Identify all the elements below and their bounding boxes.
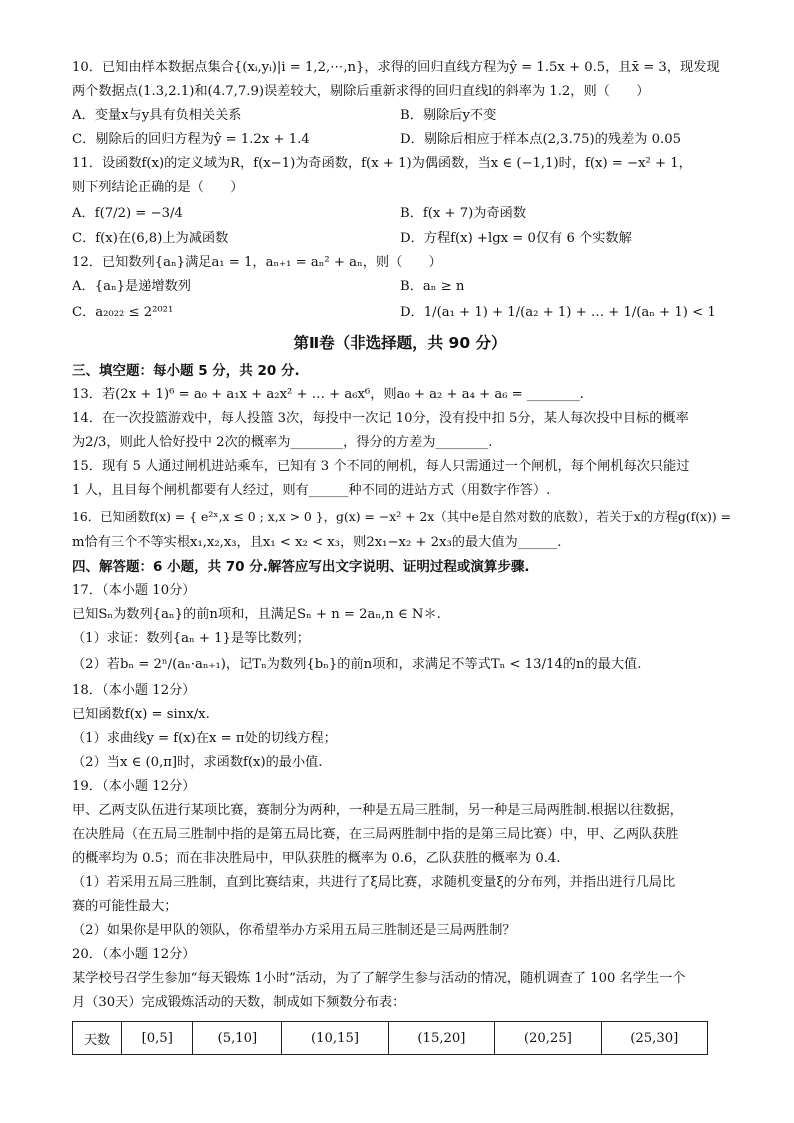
question-19: [72, 775, 728, 943]
question-15-cont: 1 人，且目每个闸机都要有人经过，则有______种不同的进站方式（用数字作答）.: [72, 483, 551, 498]
question-header: 17．（本小题 10分）: [72, 583, 196, 598]
question-text: 两个数据点(1.3,2.1)和(4.7,7.9)误差较大，剔除后重新求得的回归直线l的斜率为 1.2，则（ ）: [72, 84, 650, 99]
option-c: C．a₂₀₂₂ ≤ 2²⁰²¹: [72, 305, 174, 320]
sub-question: （2）若bₙ = 2ⁿ/(aₙ·aₙ₊₁)，记Tₙ为数列{bₙ}的前n项和，求满足不等式Tₙ < 13/14的n的最大值.: [72, 657, 642, 672]
table-cell: (5,10]: [193, 1022, 282, 1055]
question-text: 在决胜局（在五局三胜制中指的是第五局比赛，在三局两胜制中指的是第三局比赛）中，甲、乙两队获胜: [72, 827, 679, 842]
sub-question: （1）求曲线y = f(x)在x = π处的切线方程；: [72, 731, 337, 746]
question-12: [72, 251, 728, 327]
options-row: [72, 200, 728, 227]
question-text: 12．已知数列{aₙ}满足a₁ = 1，aₙ₊₁ = aₙ² + aₙ，则（ ）: [72, 255, 442, 270]
options-row: [72, 299, 728, 327]
question-17: [72, 579, 728, 679]
table-header-cell: 天数: [73, 1022, 122, 1055]
question-text: 已知Sₙ为数列{aₙ}的前n项和，且满足Sₙ + n = 2aₙ,n ∈ N＊.: [72, 607, 441, 622]
question-18: [72, 679, 728, 775]
volume-title: 第Ⅱ卷（非选择题，共 90 分）: [293, 334, 507, 352]
question-text: 某学校号召学生参加“每天锻炼 1小时”活动，为了了解学生参与活动的情况，随机调查了 100 名学生一个: [72, 971, 686, 986]
question-20: [72, 943, 728, 1055]
question-16: 16．已知函数f(x) = { e²ˣ,x ≤ 0 ; x,x > 0 }，g(x) = −x² + 2x（其中e是自然对数的底数），若关于x的方程g(f(x)) =: [72, 509, 732, 524]
option-d: D．1/(a₁ + 1) + 1/(a₂ + 1) + … + 1/(aₙ + 1) < 1: [400, 305, 716, 320]
question-header: 20．（本小题 12分）: [72, 947, 196, 962]
question-14-cont: 为2/3，则此人恰好投中 2次的概率为________，得分的方差为________.: [72, 435, 493, 450]
table-cell: (20,25]: [495, 1022, 601, 1055]
options-row: [72, 104, 728, 128]
exam-page: [72, 56, 732, 1055]
question-11: [72, 152, 728, 251]
sub-question-cont: 赛的可能性最大；: [72, 899, 178, 914]
sub-question: （2）当x ∈ (0,π]时，求函数f(x)的最小值.: [72, 755, 323, 770]
option-d: D．剔除后相应于样本点(2,3.75)的残差为 0.05: [400, 132, 681, 147]
question-14: 14．在一次投篮游戏中，每人投篮 3次，每投中一次记 10分，没有投中扣 5分，某人每次投中目标的概率: [72, 411, 689, 426]
sub-question: （1）求证：数列{aₙ + 1}是等比数列；: [72, 631, 310, 646]
question-header: 18．（本小题 12分）: [72, 683, 196, 698]
question-13: 13．若(2x + 1)⁶ = a₀ + a₁x + a₂x² + … + a₆x⁶，则a₀ + a₂ + a₄ + a₆ = ________.: [72, 387, 584, 402]
question-text: 的概率均为 0.5；而在非决胜局中，甲队获胜的概率为 0.6，乙队获胜的概率为 0.4.: [72, 851, 561, 866]
option-b: B．aₙ ≥ n: [400, 279, 465, 294]
option-d: D．方程f(x) +lgx = 0仅有 6 个实数解: [400, 231, 632, 246]
question-10: [72, 56, 728, 152]
option-b: B．剔除后y不变: [400, 108, 497, 123]
option-c: C．f(x)在(6,8)上为减函数: [72, 231, 229, 246]
question-text: 则下列结论正确的是（ ）: [72, 180, 244, 195]
sub-question: （2）如果你是甲队的领队，你希望举办方采用五局三胜制还是三局两胜制？: [72, 923, 516, 938]
question-text: 10．已知由样本数据点集合{(xᵢ,yᵢ)|i = 1,2,⋯,n}，求得的回归直线方程为ŷ = 1.5x + 0.5，且x̄ = 3，现发现: [72, 60, 720, 75]
option-c: C．剔除后的回归方程为ŷ = 1.2x + 1.4: [72, 132, 310, 147]
question-text: 月（30天）完成锻炼活动的天数，制成如下频数分布表：: [72, 995, 406, 1010]
option-a: A．f(7/2) = −3/4: [72, 206, 183, 221]
table-row: [73, 1022, 708, 1055]
options-row: [72, 227, 728, 251]
table-cell: (15,20]: [388, 1022, 494, 1055]
question-text: 11．设函数f(x)的定义域为R，f(x−1)为奇函数，f(x + 1)为偶函数，当x ∈ (−1,1)时，f(x) = −x² + 1，: [72, 156, 692, 171]
options-row: [72, 275, 728, 299]
section-heading-solutions: 四、解答题：6 小题，共 70 分.解答应写出文字说明、证明过程或演算步骤.: [72, 559, 530, 575]
sub-question: （1）若采用五局三胜制，直到比赛结束，共进行了ξ局比赛，求随机变量ξ的分布列，并指出进行几局比: [72, 875, 676, 890]
fill-in-questions: [72, 383, 732, 555]
question-16-cont: m恰有三个不等实根x₁,x₂,x₃，且x₁ < x₂ < x₃，则2x₁−x₂ + 2x₃的最大值为______.: [72, 535, 562, 550]
section-heading-fill-in: 三、填空题：每小题 5 分，共 20 分.: [72, 363, 300, 379]
option-b: B．f(x + 7)为奇函数: [400, 206, 527, 221]
options-row: [72, 128, 728, 152]
question-header: 19．（本小题 12分）: [72, 779, 196, 794]
table-cell: (10,15]: [282, 1022, 388, 1055]
question-text: 已知函数f(x) = sinx/x.: [72, 707, 210, 722]
frequency-table: [72, 1021, 708, 1055]
option-a: A．{aₙ}是递增数列: [72, 279, 191, 294]
option-a: A．变量x与y具有负相关关系: [72, 108, 242, 123]
table-cell: (25,30]: [601, 1022, 707, 1055]
question-text: 甲、乙两支队伍进行某项比赛，赛制分为两种，一种是五局三胜制，另一种是三局两胜制.根据以往数据，: [72, 803, 683, 818]
table-cell: [0,5]: [122, 1022, 193, 1055]
question-15: 15．现有 5 人通过闸机进站乘车，已知有 3 个不同的闸机，每人只需通过一个闸机，每个闸机每次只能过: [72, 459, 690, 474]
